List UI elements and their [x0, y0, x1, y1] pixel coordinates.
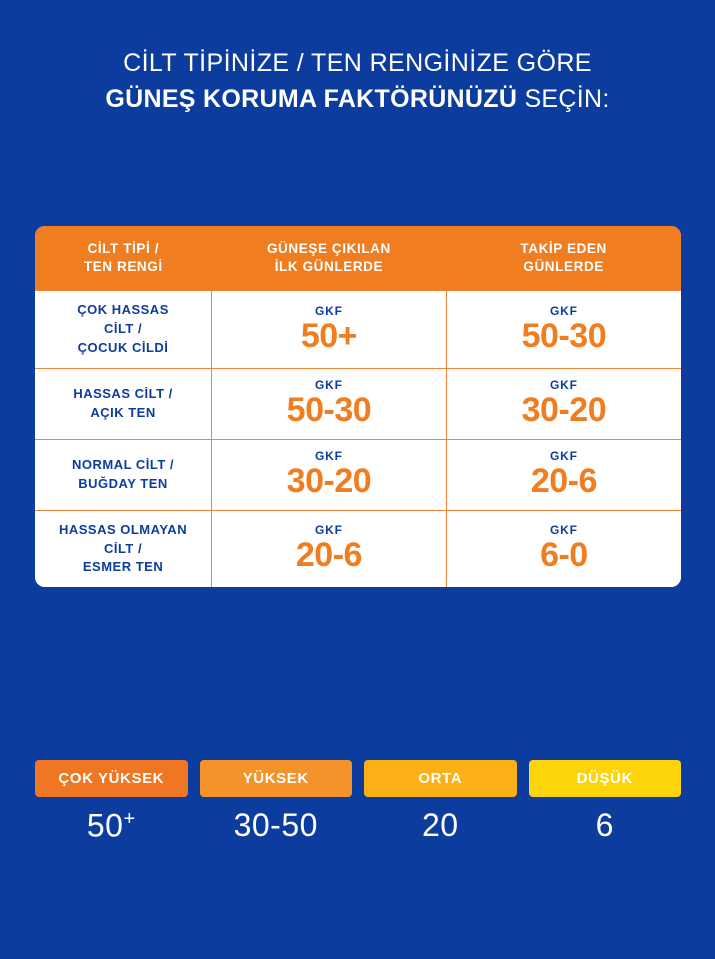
table-row: [35, 368, 681, 439]
table-row: [35, 510, 681, 587]
gkf-tag: GKF: [550, 523, 578, 538]
legend-value-plus: +: [123, 808, 136, 830]
skin-type-line: CİLT /: [103, 321, 143, 337]
column-header-following-days-line2: GÜNLERDE: [523, 259, 604, 275]
gkf-tag: GKF: [550, 377, 578, 392]
cell-skin-type: [35, 291, 212, 369]
gkf-tag: GKF: [550, 448, 578, 463]
table-head: [35, 226, 681, 291]
column-header-skin-type-line1: CİLT TİPİ /: [87, 241, 160, 256]
skin-type-line: ÇOCUK CİLDİ: [77, 340, 169, 356]
legend-pill-low: DÜŞÜK: [529, 760, 682, 797]
gkf-tag: GKF: [315, 303, 343, 318]
gkf-tag: GKF: [315, 448, 343, 463]
column-header-first-days-line1: GÜNEŞE ÇIKILAN: [266, 241, 391, 256]
legend-value-low: 6: [595, 807, 614, 843]
cell-first-days: [212, 368, 447, 439]
table-header-row: [35, 226, 681, 291]
title-suffix: SEÇİN:: [517, 85, 610, 114]
cell-skin-type: [35, 368, 212, 439]
skin-type-line: AÇIK TEN: [90, 404, 156, 420]
gkf-value: 30-20: [521, 391, 607, 430]
column-header-skin-type-line2: TEN RENGİ: [83, 259, 163, 275]
gkf-value: 50-30: [286, 391, 372, 430]
spf-table-container: [35, 226, 681, 587]
column-header-first-days-line2: İLK GÜNLERDE: [274, 259, 384, 275]
column-header-following-days: [446, 226, 681, 291]
spf-table: [35, 226, 681, 587]
skin-type-line: ESMER TEN: [82, 559, 164, 575]
legend-value-high: 30-50: [233, 807, 318, 843]
skin-type-line: HASSAS CİLT /: [73, 386, 173, 402]
gkf-value: 20-6: [530, 462, 597, 501]
legend-value-very-high: [87, 809, 136, 842]
table-row: [35, 439, 681, 510]
table-body: [35, 291, 681, 587]
legend-item-low: [529, 760, 682, 842]
legend-pill-medium: ORTA: [364, 760, 517, 797]
title-line-1: CİLT TİPİNİZE / TEN RENGİNİZE GÖRE: [123, 49, 592, 77]
legend-item-very-high: [35, 760, 188, 842]
title-line-2: [0, 83, 715, 116]
gkf-value: 50+: [300, 316, 357, 355]
gkf-tag: GKF: [550, 303, 578, 318]
cell-following-days: [446, 291, 681, 369]
gkf-value: 20-6: [295, 536, 362, 575]
gkf-value: 6-0: [540, 536, 588, 575]
table-row: [35, 291, 681, 369]
skin-type-line: HASSAS OLMAYAN: [58, 521, 188, 537]
legend-value-medium: 20: [421, 807, 459, 843]
title-emphasis: GÜNEŞ KORUMA FAKTÖRÜNÜZÜ: [105, 85, 518, 114]
cell-first-days: [212, 510, 447, 587]
cell-skin-type: [35, 510, 212, 587]
gkf-value: 30-20: [286, 462, 372, 501]
gkf-value: 50-30: [521, 316, 607, 355]
column-header-skin-type: [35, 226, 212, 291]
legend-item-medium: [364, 760, 517, 842]
protection-legend: [35, 760, 681, 842]
skin-type-line: BUĞDAY TEN: [78, 475, 168, 491]
cell-following-days: [446, 368, 681, 439]
legend-pill-high: YÜKSEK: [200, 760, 353, 797]
cell-first-days: [212, 439, 447, 510]
skin-type-line: NORMAL CİLT /: [71, 456, 175, 472]
cell-skin-type: [35, 439, 212, 510]
gkf-tag: GKF: [315, 377, 343, 392]
skin-type-line: CİLT /: [103, 540, 143, 556]
column-header-first-days: [212, 226, 447, 291]
page-title: [0, 0, 715, 116]
cell-following-days: [446, 439, 681, 510]
cell-first-days: [212, 291, 447, 369]
cell-following-days: [446, 510, 681, 587]
legend-pill-very-high: ÇOK YÜKSEK: [35, 760, 188, 797]
column-header-following-days-line1: TAKİP EDEN: [520, 241, 607, 256]
legend-value-number: 50: [86, 807, 124, 844]
skin-type-line: ÇOK HASSAS: [77, 302, 169, 318]
legend-item-high: [200, 760, 353, 842]
gkf-tag: GKF: [315, 523, 343, 538]
